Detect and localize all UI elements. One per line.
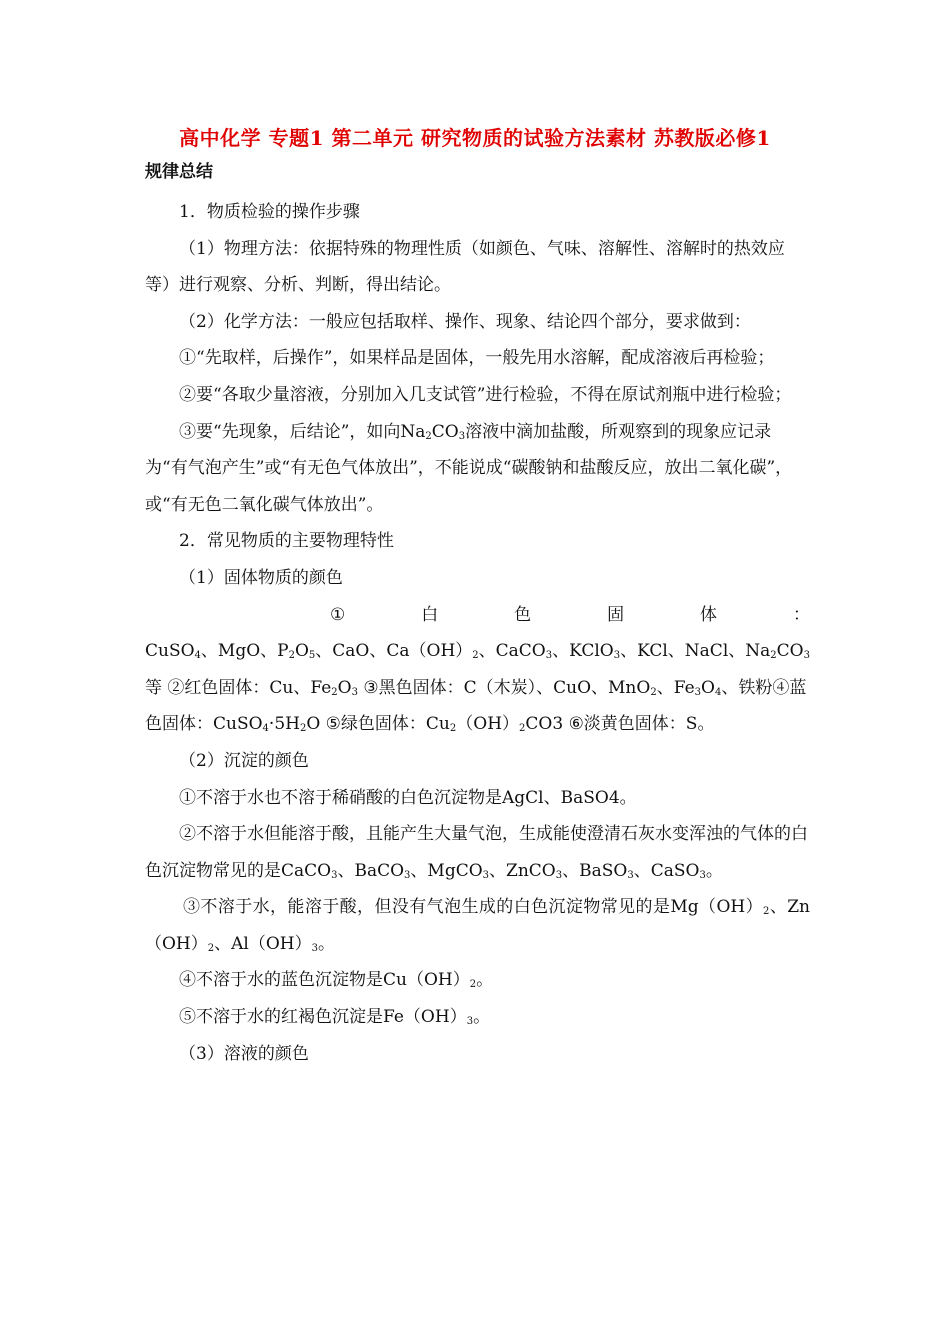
subscript: 3: [311, 942, 318, 954]
spaced-char: ①: [330, 604, 346, 625]
subscript: 4: [714, 686, 722, 698]
subscript: 2: [449, 723, 457, 735]
paragraph: （3）溶液的颜色: [179, 1043, 309, 1064]
paragraph: 1．物质检验的操作步骤: [179, 202, 360, 222]
subscript: 3: [404, 869, 411, 881]
text-run: 、MgCO: [410, 860, 483, 881]
spaced-heading-line: [145, 597, 810, 634]
subscript: 2: [299, 723, 307, 735]
text-run: 、ZnCO: [489, 860, 556, 881]
subscript: 3: [699, 869, 706, 881]
spaced-char: 白: [421, 604, 439, 625]
text-run: CO: [431, 421, 459, 442]
text-run: ④不溶于水的蓝色沉淀物是Cu（OH）: [179, 970, 470, 991]
paragraph: [145, 414, 810, 524]
subscript: 3: [545, 650, 553, 662]
paragraph: （1）物理方法：依据特殊的物理性质（如颜色、气味、溶解性、溶解时的热效应等）进行观察、分析、判断，得出结论。: [145, 238, 785, 296]
text-run: 等 ②红色固体：Cu、Fe: [145, 677, 332, 698]
paragraph: ①不溶于水也不溶于稀硝酸的白色沉淀物是AgCl、BaSO4。: [179, 787, 637, 808]
text-run: CO: [776, 641, 804, 662]
document-body: [145, 194, 810, 1072]
text-run: O: [294, 641, 309, 662]
subscript: 3: [694, 686, 702, 698]
subscript: 4: [194, 650, 201, 662]
subscript: 5: [308, 650, 316, 662]
text-run: 。: [476, 970, 494, 991]
spaced-char: ：: [792, 604, 810, 625]
spaced-char: 体: [700, 604, 717, 625]
subscript: 3: [466, 1016, 474, 1028]
text-run: 溶液中滴加盐酸，所观察到的现象应记录为“有气泡产生”或“有无色气体放出”，不能说成“碳酸钠和盐酸反应，放出二氧化碳”，或“有无色二氧化碳气体放出”。: [145, 421, 793, 515]
spaced-char: 固: [607, 604, 625, 625]
subscript: 2: [331, 686, 338, 698]
subscript: 2: [519, 723, 526, 735]
paragraph: [145, 633, 810, 743]
subscript: 3: [482, 869, 490, 881]
subscript: 2: [469, 979, 477, 991]
subscript: 3: [627, 869, 634, 881]
subscript: 3: [331, 869, 338, 881]
subscript: 2: [472, 650, 479, 662]
subscript: 2: [770, 650, 777, 662]
text-run: （OH）: [456, 714, 520, 735]
text-run: 、Al（OH）: [214, 933, 312, 954]
text-run: 、KClO: [552, 641, 614, 662]
paragraph: （2）沉淀的颜色: [179, 750, 309, 771]
text-run: ②不溶于水但能溶于酸，且能产生大量气泡，生成能使澄清石灰水变浑浊的气体的白色沉淀物常见的是CaCO: [145, 824, 808, 881]
subscript: 3: [613, 650, 621, 662]
text-run: CO3 ⑥淡黄色固体：S。: [525, 714, 715, 735]
text-run: O ⑤绿色固体：Cu: [306, 714, 450, 735]
text-run: 、CaCO: [478, 641, 546, 662]
subscript: 4: [262, 723, 269, 735]
text-run: ③要“先现象，后结论”，如向Na: [179, 421, 426, 442]
document-title: 高中化学 专题1 第二单元 研究物质的试验方法素材 苏教版必修1: [179, 126, 771, 150]
subscript: 3: [458, 430, 466, 442]
text-run: 。: [705, 860, 723, 881]
paragraph: [145, 999, 810, 1036]
paragraph: 2．常见物质的主要物理特性: [179, 531, 394, 552]
subscript: 2: [650, 686, 657, 698]
text-run: O: [701, 677, 715, 698]
text-run: 、CaO、Ca（OH）: [315, 641, 473, 662]
text-run: ③不溶于水，能溶于酸，但没有气泡生成的白色沉淀物常见的是Mg（OH）: [183, 897, 764, 918]
paragraph: ②要“各取少量溶液，分别加入几支试管”进行检验，不得在原试剂瓶中进行检验；: [179, 384, 792, 405]
text-run: 、铁粉④蓝色固体：CuSO: [145, 677, 807, 735]
section-heading: 规律总结: [145, 162, 213, 182]
subscript: 2: [425, 430, 432, 442]
subscript: 3: [803, 650, 810, 662]
subscript: 3: [351, 686, 358, 698]
paragraph: （1）固体物质的颜色: [179, 567, 343, 588]
paragraph: （2）化学方法：一般应包括取样、操作、现象、结论四个部分，要求做到：: [179, 311, 751, 332]
text-run: 、Zn（OH）: [145, 897, 810, 954]
text-run: 。: [473, 1007, 491, 1028]
subscript: 2: [288, 650, 295, 662]
text-run: 、BaCO: [337, 860, 405, 881]
text-run: CuSO: [145, 641, 195, 662]
paragraph: [145, 889, 810, 962]
text-run: O: [337, 677, 352, 698]
text-run: 、KCl、NaCl、Na: [620, 641, 771, 662]
subscript: 2: [207, 942, 215, 954]
text-run: ·5H: [268, 714, 300, 735]
text-run: 、MgO、P: [200, 641, 289, 662]
text-run: 、BaSO: [562, 860, 628, 881]
text-run: 、CaSO: [633, 860, 700, 881]
text-run: 、Fe: [656, 677, 695, 698]
spaced-char: 色: [514, 604, 532, 625]
subscript: 2: [763, 906, 770, 918]
paragraph: [145, 816, 810, 889]
text-run: ⑤不溶于水的红褐色沉淀是Fe（OH）: [179, 1007, 467, 1028]
paragraph: ①“先取样，后操作”，如果样品是固体，一般先用水溶解，配成溶液后再检验；: [179, 348, 775, 369]
text-run: 。: [318, 933, 335, 954]
paragraph: [145, 962, 810, 999]
subscript: 3: [555, 869, 563, 881]
text-run: ③黑色固体：C（木炭）、CuO、MnO: [357, 677, 651, 698]
